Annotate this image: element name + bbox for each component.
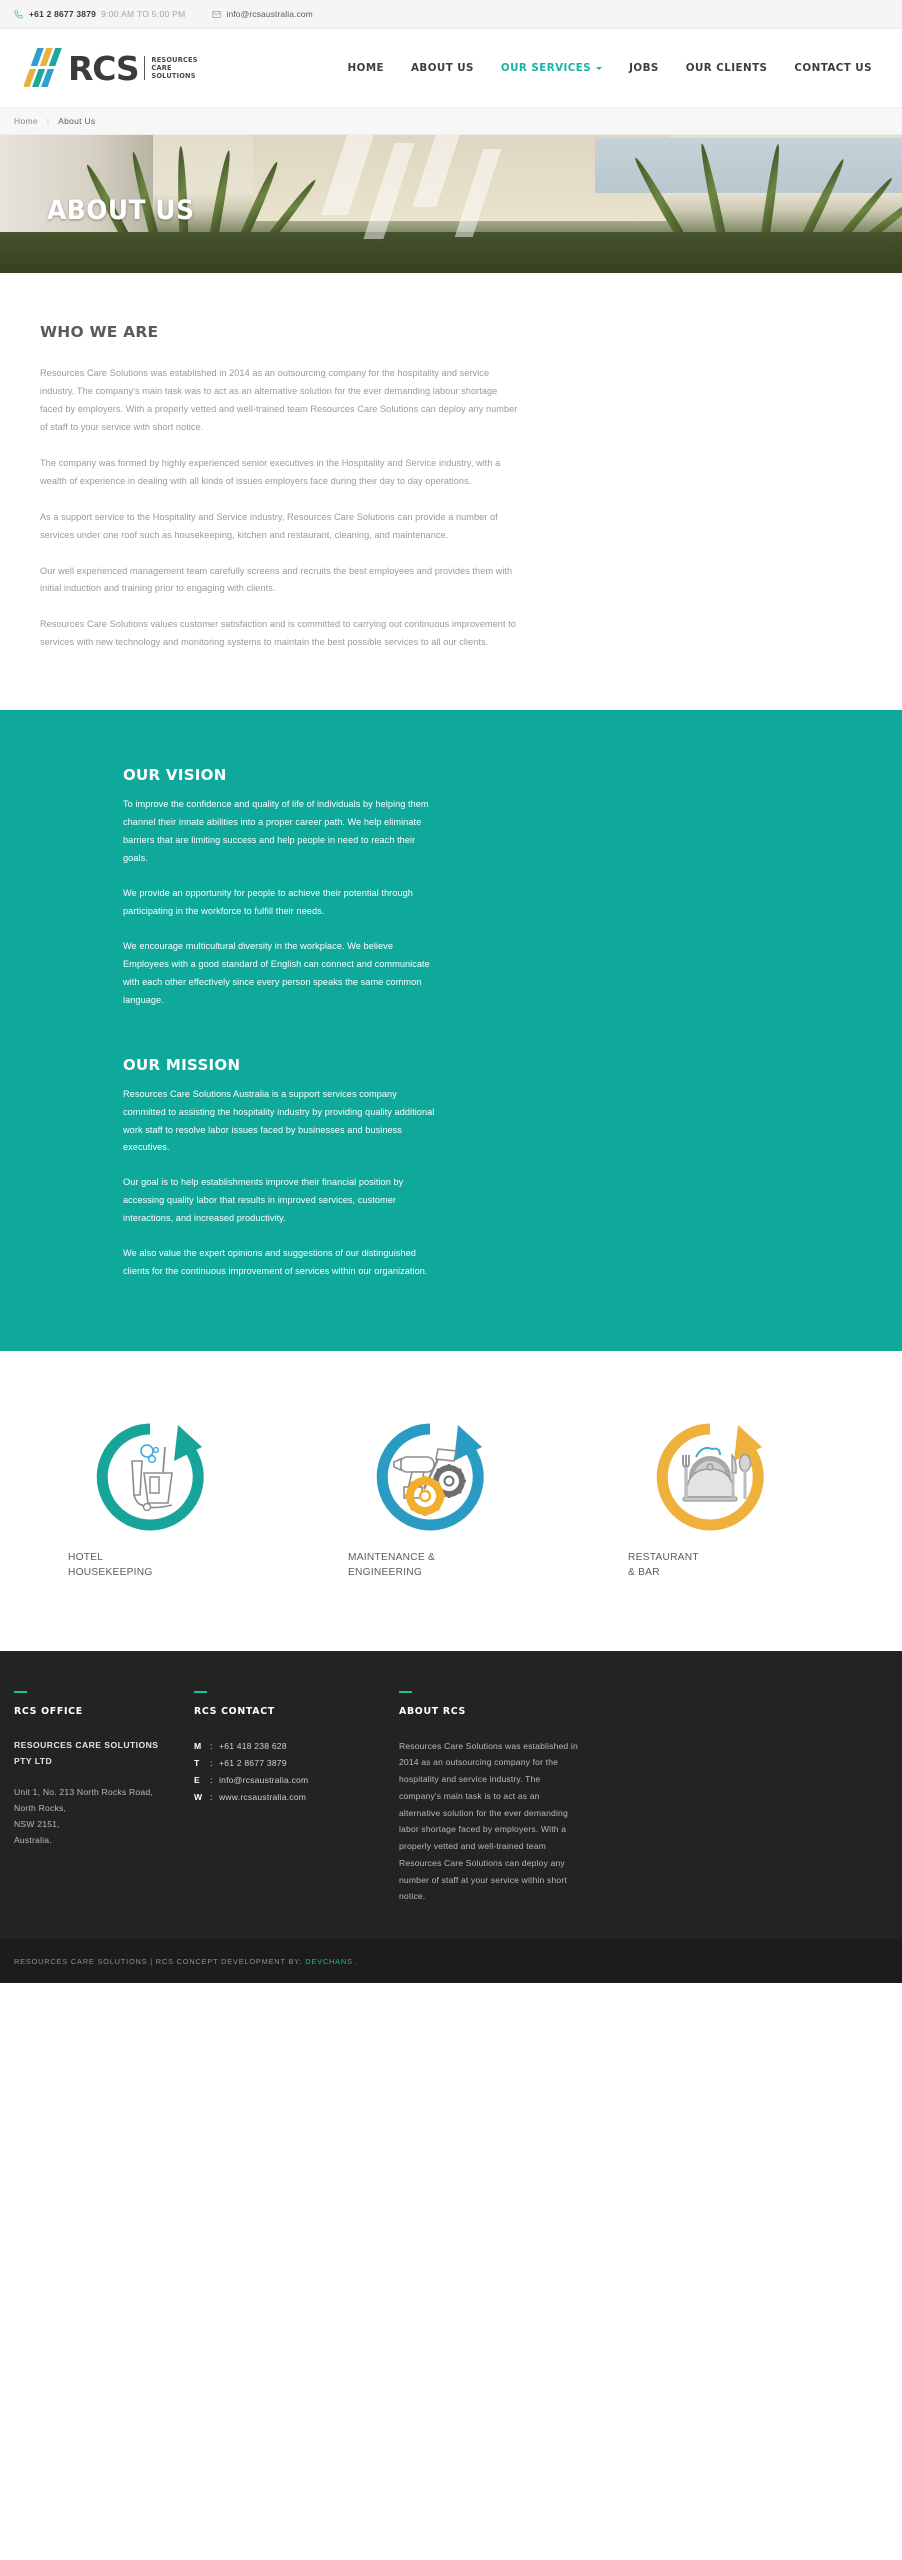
footer-column-contact bbox=[194, 1691, 399, 1906]
topbar-business-hours: 9:00 AM TO 5:00 PM bbox=[101, 9, 186, 19]
copyright-text: RESOURCES CARE SOLUTIONS | RCS CONCEPT DEVELOPMENT BY: bbox=[14, 1956, 303, 1966]
nav-label-home: HOME bbox=[347, 62, 384, 74]
rcs-logo-mark-icon bbox=[24, 46, 64, 90]
logo-tagline-line-2: CARE bbox=[151, 63, 172, 72]
vision-mission-section bbox=[0, 710, 902, 1351]
footer-column-office bbox=[14, 1691, 194, 1906]
site-logo[interactable] bbox=[24, 46, 198, 90]
our-mission-heading: OUR MISSION bbox=[123, 1055, 241, 1074]
topbar-phone-group[interactable] bbox=[14, 9, 186, 19]
who-paragraph: Resources Care Solutions values customer satisfaction and is committed to carrying out continuous improvement to services with new technology and monitoring systems to maintain the best possible services to all our clients. bbox=[40, 619, 516, 648]
topbar-email-group[interactable] bbox=[212, 9, 313, 19]
who-we-are-heading: WHO WE ARE bbox=[40, 323, 159, 341]
our-vision-heading: OUR VISION bbox=[123, 766, 227, 785]
nav-item-about-us[interactable] bbox=[411, 62, 474, 74]
copyright-suffix: . bbox=[355, 1956, 359, 1966]
breadcrumb-separator: | bbox=[46, 116, 50, 126]
service-label-maintenance-engineering bbox=[342, 1551, 518, 1581]
footer-contact-value-mobile[interactable]: +61 418 238 628 bbox=[219, 1740, 287, 1751]
mission-paragraph: Our goal is to help establishments improve their financial position by accessing quality labor that results in improved services, customer interactions, and increased productivity. bbox=[123, 1177, 404, 1224]
service-label-line-1: MAINTENANCE & bbox=[348, 1552, 436, 1564]
footer-accent-dash bbox=[399, 1691, 412, 1693]
nav-label-jobs: JOBS bbox=[629, 62, 659, 74]
footer-contact-value-email[interactable]: info@rcsaustralia.com bbox=[219, 1775, 309, 1785]
page-title: ABOUT US bbox=[47, 195, 195, 226]
footer-address-line-4: Australia. bbox=[14, 1835, 52, 1846]
footer-contact-row-mobile[interactable] bbox=[194, 1738, 399, 1755]
service-label-hotel-housekeeping bbox=[62, 1551, 238, 1581]
footer-contact-key: T bbox=[194, 1757, 200, 1768]
top-utility-bar bbox=[0, 0, 902, 29]
nav-item-jobs[interactable] bbox=[629, 62, 659, 74]
service-label-line-2: HOUSEKEEPING bbox=[68, 1566, 153, 1578]
footer-contact-row-website[interactable] bbox=[194, 1789, 399, 1806]
footer-accent-dash bbox=[14, 1691, 27, 1693]
footer-address-line-1: Unit 1, No. 213 North Rocks Road, bbox=[14, 1787, 153, 1798]
service-label-line-2: ENGINEERING bbox=[348, 1566, 423, 1578]
service-label-line-2: & BAR bbox=[628, 1566, 660, 1578]
footer-contact-colon: : bbox=[210, 1740, 213, 1751]
site-footer bbox=[0, 1651, 902, 1940]
footer-address-line-3: NSW 2151, bbox=[14, 1819, 60, 1830]
nav-item-our-clients[interactable] bbox=[686, 62, 768, 74]
chevron-down-icon bbox=[596, 67, 602, 70]
services-highlight-section bbox=[0, 1351, 902, 1651]
footer-heading-about: ABOUT RCS bbox=[399, 1705, 466, 1717]
envelope-icon bbox=[212, 10, 221, 19]
vision-paragraph: We provide an opportunity for people to achieve their potential through participating in the workforce to fulfill their needs. bbox=[123, 888, 413, 916]
nav-item-our-services[interactable] bbox=[501, 62, 602, 74]
nav-label-contact-us: CONTACT US bbox=[794, 62, 872, 74]
nav-item-contact-us[interactable] bbox=[794, 62, 872, 74]
hero-banner bbox=[0, 135, 902, 273]
footer-contact-row-telephone[interactable] bbox=[194, 1755, 399, 1772]
main-navigation bbox=[348, 62, 878, 74]
breadcrumb bbox=[0, 108, 902, 135]
footer-contact-value-telephone[interactable]: +61 2 8677 3879 bbox=[219, 1757, 287, 1768]
footer-office-address bbox=[14, 1785, 194, 1849]
topbar-phone-number[interactable]: +61 2 8677 3879 bbox=[29, 9, 97, 19]
restaurant-cloche-cutlery-icon bbox=[650, 1417, 770, 1537]
copyright-text-wrapper bbox=[14, 1957, 358, 1966]
footer-contact-colon: : bbox=[210, 1775, 213, 1785]
footer-contact-row-email[interactable] bbox=[194, 1772, 399, 1789]
who-paragraph: Resources Care Solutions was established in 2014 as an outsourcing company for the hospitality and service industry. The company's main task was to act as an alternative solution for the ever demanding labour shortage faced by employers. With a properly vetted and well-trained team Resources Care Solutions can deploy any number of staff to your service with short notice. bbox=[40, 368, 518, 432]
footer-contact-colon: : bbox=[210, 1792, 213, 1803]
service-label-restaurant-bar bbox=[622, 1551, 798, 1581]
copyright-bar bbox=[0, 1939, 902, 1983]
footer-company-name bbox=[14, 1738, 194, 1770]
footer-contact-key: W bbox=[194, 1792, 203, 1803]
who-paragraph: Our well experienced management team carefully screens and recruits the best employees and provides them with initial induction and training prior to engaging with clients. bbox=[40, 565, 513, 594]
phone-icon bbox=[14, 10, 23, 19]
footer-contact-value-website[interactable]: www.rcsaustralia.com bbox=[219, 1792, 307, 1803]
footer-contact-key: M bbox=[194, 1740, 202, 1751]
housekeeping-bucket-mop-icon bbox=[90, 1417, 210, 1537]
mission-paragraph: We also value the expert opinions and suggestions of our distinguished clients for the continuous improvement of services within our organization. bbox=[123, 1248, 428, 1277]
breadcrumb-current-page: About Us bbox=[58, 116, 96, 126]
footer-accent-dash bbox=[194, 1691, 207, 1693]
mission-paragraph: Resources Care Solutions Australia is a support services company committed to assisting the hospitality industry by providing quality additional work staff to resolve labor issues faced by businesses and business executives. bbox=[123, 1088, 435, 1153]
nav-label-about-us: ABOUT US bbox=[411, 62, 474, 74]
footer-address-line-2: North Rocks, bbox=[14, 1803, 67, 1814]
footer-heading-office: RCS OFFICE bbox=[14, 1705, 83, 1717]
logo-tagline-line-1: RESOURCES bbox=[151, 55, 198, 64]
nav-label-our-services: OUR SERVICES bbox=[500, 62, 592, 74]
topbar-email-address[interactable]: info@rcsaustralia.com bbox=[226, 9, 313, 19]
logo-tagline-line-3: SOLUTIONS bbox=[151, 72, 196, 81]
site-header bbox=[0, 29, 902, 108]
footer-column-about bbox=[399, 1691, 579, 1906]
developer-credit-link[interactable]: DEVCHANS bbox=[305, 1956, 353, 1966]
who-paragraph: As a support service to the Hospitality and Service industry, Resources Care Solutions can provide a number of services under one roof such as housekeeping, kitchen and restaurant, cleaning, and maintenance. bbox=[40, 511, 498, 540]
nav-label-our-clients: OUR CLIENTS bbox=[685, 62, 768, 74]
logo-tagline bbox=[144, 56, 197, 80]
who-we-are-section bbox=[0, 273, 902, 710]
footer-contact-key: E bbox=[194, 1775, 200, 1785]
footer-contact-colon: : bbox=[210, 1757, 213, 1768]
service-card-maintenance-engineering[interactable] bbox=[342, 1417, 518, 1581]
maintenance-drill-hammer-gear-icon bbox=[370, 1417, 490, 1537]
nav-item-home[interactable] bbox=[348, 62, 384, 74]
footer-heading-contact: RCS CONTACT bbox=[194, 1705, 275, 1717]
service-label-line-1: RESTAURANT bbox=[628, 1552, 699, 1564]
breadcrumb-home-link[interactable]: Home bbox=[14, 116, 38, 126]
service-card-restaurant-bar[interactable] bbox=[622, 1417, 798, 1581]
service-card-hotel-housekeeping[interactable] bbox=[62, 1417, 238, 1581]
footer-company-line-2: PTY LTD bbox=[14, 1755, 53, 1766]
footer-about-body: Resources Care Solutions was established in 2014 as an outsourcing company for the hospitality and service industry. The company's main task is to act as an alternative solution for the ever demanding labor shortage faced by employers. With a properly vetted and well-trained team Resources Care Solutions can deploy any number of staff at your service within short notice. bbox=[399, 1740, 578, 1902]
vision-paragraph: We encourage multicultural diversity in the workplace. We believe Employees with a good standard of English can connect and communicate with each other effectively since every person speaks the same common language. bbox=[123, 940, 430, 1005]
who-paragraph: The company was formed by highly experienced senior executives in the Hospitality and Service industry, with a wealth of experience in dealing with all kinds of issues employers face during their day to day operations. bbox=[40, 457, 501, 486]
service-label-line-1: HOTEL bbox=[68, 1552, 104, 1564]
footer-company-line-1: RESOURCES CARE SOLUTIONS bbox=[14, 1739, 159, 1750]
vision-paragraph: To improve the confidence and quality of life of individuals by helping them channel their innate abilities into a proper career path. We help eliminate barriers that are limiting success and help people in need to reach their goals. bbox=[123, 799, 429, 864]
logo-wordmark: RCS bbox=[68, 48, 139, 88]
